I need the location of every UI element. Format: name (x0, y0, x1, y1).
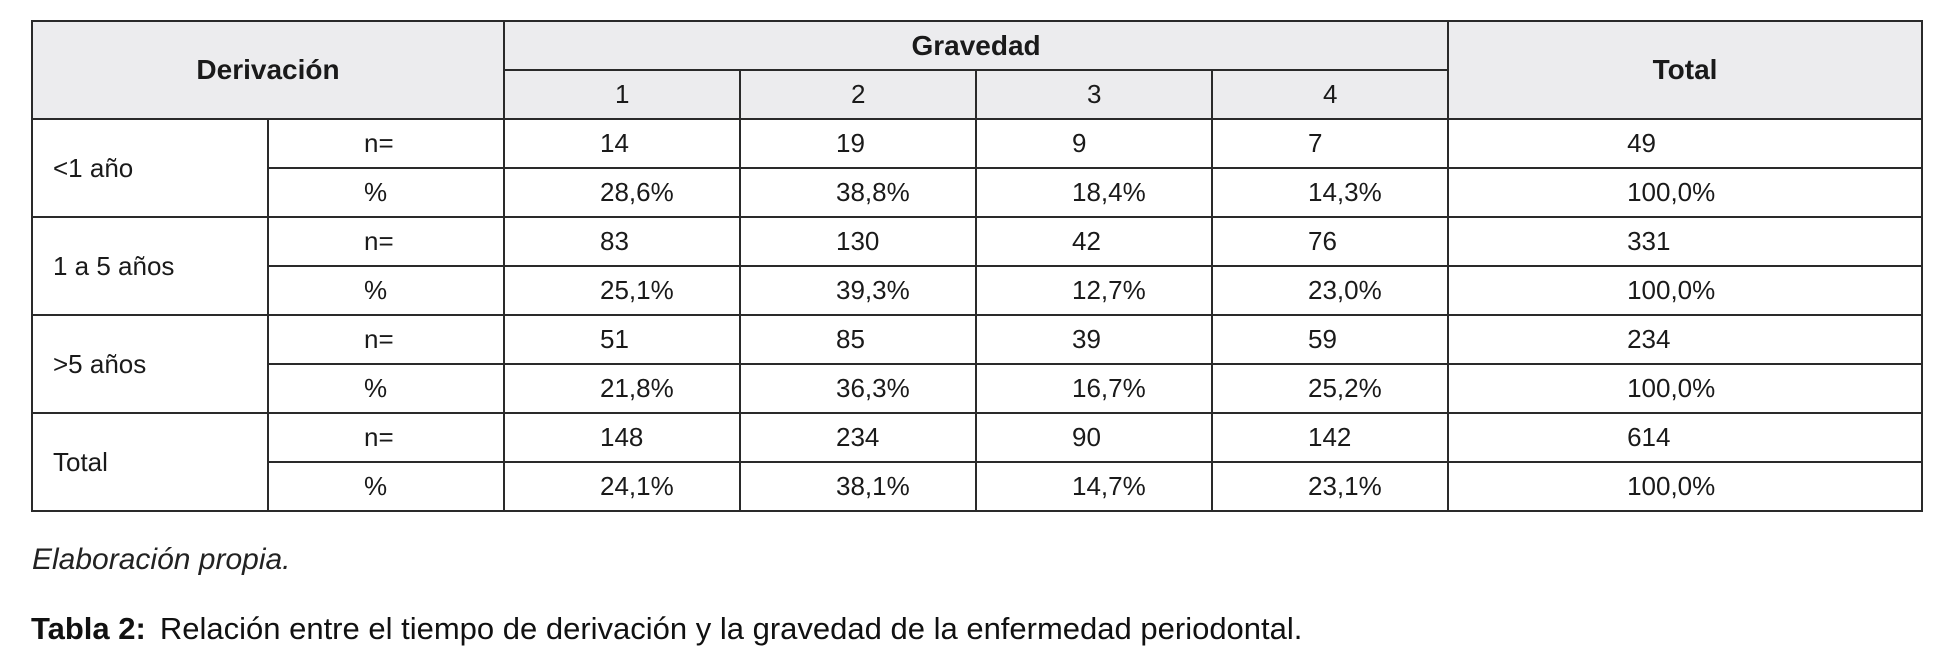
group-label: Total (32, 413, 268, 511)
table-cell: 16,7% (976, 364, 1212, 413)
table-cell: 42 (976, 217, 1212, 266)
header-level-1: 1 (504, 70, 740, 119)
table-cell: 76 (1212, 217, 1448, 266)
total-cell: 100,0% (1448, 364, 1922, 413)
derivation-severity-table (31, 20, 1923, 512)
table-cell: 83 (504, 217, 740, 266)
caption-text: Relación entre el tiempo de derivación y la gravedad de la enfermedad periodontal. (159, 611, 1303, 646)
group-label: <1 año (32, 119, 268, 217)
total-cell: 49 (1448, 119, 1922, 168)
stat-label: n= (268, 217, 504, 266)
table-row (32, 266, 1922, 315)
table-cell: 23,0% (1212, 266, 1448, 315)
table-cell: 90 (976, 413, 1212, 462)
table-row (32, 315, 1922, 364)
table-cell: 234 (740, 413, 976, 462)
total-cell: 331 (1448, 217, 1922, 266)
table-cell: 142 (1212, 413, 1448, 462)
header-level-2: 2 (740, 70, 976, 119)
table-cell: 51 (504, 315, 740, 364)
table-cell: 14,3% (1212, 168, 1448, 217)
table-row (32, 217, 1922, 266)
table-cell: 14 (504, 119, 740, 168)
table-cell: 14,7% (976, 462, 1212, 511)
table-cell: 25,2% (1212, 364, 1448, 413)
table-cell: 12,7% (976, 266, 1212, 315)
table-cell: 59 (1212, 315, 1448, 364)
table-cell: 39,3% (740, 266, 976, 315)
table-cell: 36,3% (740, 364, 976, 413)
header-total: Total (1448, 21, 1922, 119)
table-cell: 38,1% (740, 462, 976, 511)
stat-label: % (268, 364, 504, 413)
total-cell: 100,0% (1448, 462, 1922, 511)
table-cell: 7 (1212, 119, 1448, 168)
table-cell: 24,1% (504, 462, 740, 511)
header-gravedad: Gravedad (504, 21, 1448, 70)
table-cell: 148 (504, 413, 740, 462)
stat-label: n= (268, 315, 504, 364)
table-row (32, 413, 1922, 462)
table-caption (31, 611, 1302, 647)
table-cell: 28,6% (504, 168, 740, 217)
table-cell: 39 (976, 315, 1212, 364)
table-cell: 21,8% (504, 364, 740, 413)
table-row (32, 364, 1922, 413)
stat-label: % (268, 266, 504, 315)
table-row (32, 168, 1922, 217)
table-cell: 18,4% (976, 168, 1212, 217)
header-derivacion: Derivación (32, 21, 504, 119)
stat-label: % (268, 462, 504, 511)
total-cell: 614 (1448, 413, 1922, 462)
group-label: 1 a 5 años (32, 217, 268, 315)
stat-label: n= (268, 119, 504, 168)
table-cell: 38,8% (740, 168, 976, 217)
table-cell: 23,1% (1212, 462, 1448, 511)
caption-label: Tabla 2: (31, 611, 146, 646)
table-row (32, 119, 1922, 168)
table-cell: 85 (740, 315, 976, 364)
header-level-3: 3 (976, 70, 1212, 119)
stat-label: n= (268, 413, 504, 462)
data-table-container (31, 20, 1921, 512)
table-cell: 130 (740, 217, 976, 266)
total-cell: 100,0% (1448, 266, 1922, 315)
source-note: Elaboración propia. (32, 543, 291, 576)
table-row (32, 462, 1922, 511)
stat-label: % (268, 168, 504, 217)
table-cell: 19 (740, 119, 976, 168)
header-level-4: 4 (1212, 70, 1448, 119)
total-cell: 234 (1448, 315, 1922, 364)
total-cell: 100,0% (1448, 168, 1922, 217)
table-cell: 9 (976, 119, 1212, 168)
group-label: >5 años (32, 315, 268, 413)
table-cell: 25,1% (504, 266, 740, 315)
header-row-top (32, 21, 1922, 70)
